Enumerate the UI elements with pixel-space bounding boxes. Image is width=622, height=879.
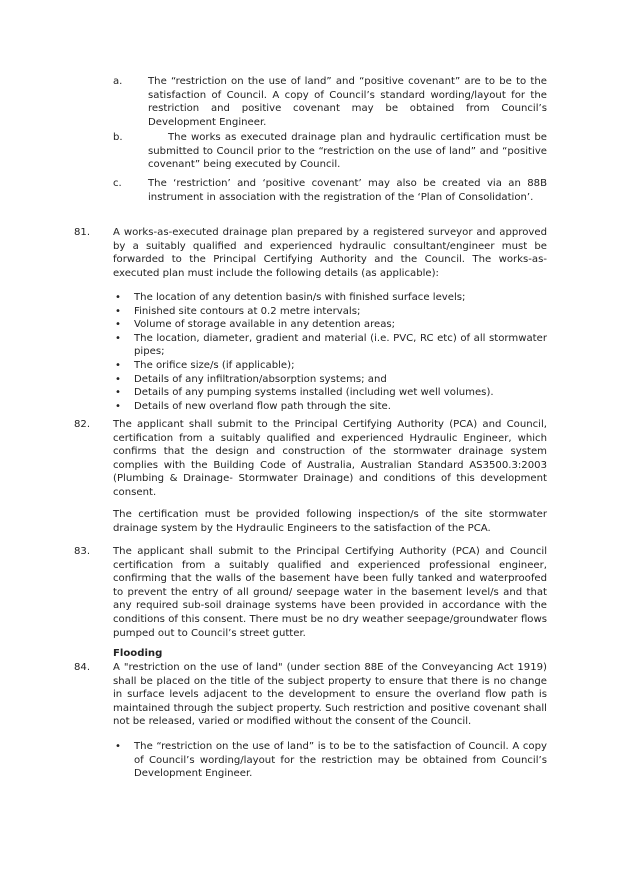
list-item: • The “restriction on the use of land” is to be to the satisfaction of Council. A copy of Council’s wording/layout for the restriction may be obtained from Council’s Development Engineer. (115, 741, 547, 780)
condition-82-text: The applicant shall submit to the Principal Certifying Authority (PCA) and Council, certification from a suitably qualified and experienced Hydraulic Engineer, which confirms that the design and construction of the stormwater drainage system complies with the Building Code of Australia, Australian Standard AS3500.3:2003 (Plumbing & Drainage- Stormwater Drainage) and conditions of this development consent. (113, 419, 547, 498)
bullet-icon: • (115, 319, 121, 331)
list-item: • Details of any infiltration/absorption systems; and (115, 373, 387, 385)
bullet-icon: • (115, 387, 121, 399)
condition-84-number: 84. (74, 662, 91, 673)
condition-81-text: A works-as-executed drainage plan prepared by a registered surveyor and approved by a suitably qualified and experienced hydraulic consultant/engineer must be forwarded to the Principal Certifying Authority and the Council. The works-as-executed plan must include the following details (as applicable): (113, 227, 547, 279)
subitem-text-a: The “restriction on the use of land” and “positive covenant” are to be to the satisfaction of Council. A copy of Council’s standard wording/layout for the restriction and positive covenant may be obtained from Council’s Development Engineer. (148, 76, 547, 128)
bullet-icon: • (115, 359, 121, 371)
section-heading-flooding: Flooding (113, 648, 163, 659)
bullet-icon: • (115, 332, 121, 344)
list-item: • The location of any detention basin/s with finished surface levels; (115, 292, 466, 303)
list-item: • Finished site contours at 0.2 metre intervals; (115, 305, 361, 317)
bullet-icon: • (115, 292, 121, 303)
condition-81-bullet-list (113, 291, 547, 413)
list-item: • Volume of storage available in any detention areas; (115, 319, 396, 331)
condition-82-text-2: The certification must be provided following inspection/s of the site stormwater drainage system by the Hydraulic Engineers to the satisfaction of the PCA. (113, 509, 547, 534)
subitem-letter-a: a. (113, 76, 123, 87)
list-item: • Details of new overland flow path through the site. (115, 400, 391, 412)
bullet-icon: • (115, 373, 121, 385)
condition-83-number: 83. (74, 546, 91, 557)
condition-84-text: A "restriction on the use of land" (under section 88E of the Conveyancing Act 1919) shall be placed on the title of the subject property to ensure that there is no change in surface levels adjacent to the development to ensure the overland flow path is maintained through the subject property. Such restriction and positive covenant shall not be released, varied or modified without the consent of the Council. (113, 662, 547, 728)
bullet-icon: • (115, 741, 121, 752)
condition-84-bullet-list (113, 740, 547, 781)
subitem-letter-c: c. (113, 178, 122, 189)
condition-83-text: The applicant shall submit to the Principal Certifying Authority (PCA) and Council certification from a suitably qualified and experienced professional engineer, confirming that the walls of the basement have been fully tanked and waterproofed to prevent the entry of all ground/ seepage water in the basement level/s and that any required sub-soil drainage systems have been provided in accordance with the conditions of this consent. There must be no dry weather seepage/groundwater flows pumped out to Council’s street gutter. (113, 546, 547, 639)
bullet-icon: • (115, 400, 121, 412)
list-item: • The location, diameter, gradient and material (i.e. PVC, RC etc) of all stormwater pipes; (115, 332, 547, 358)
subitem-letter-b: b. (113, 132, 123, 143)
condition-82-number: 82. (74, 419, 91, 430)
bullet-icon: • (115, 305, 121, 317)
subitem-text-c: The ‘restriction’ and ‘positive covenant’ may also be created via an 88B instrument in association with the registration of the ‘Plan of Consolidation’. (148, 178, 547, 203)
list-item: • Details of any pumping systems installed (including wet well volumes). (115, 387, 494, 399)
subitem-text-b: The works as executed drainage plan and hydraulic certification must be submitted to Council prior to the “restriction on the use of land” and “positive covenant” being executed by Council. (148, 132, 547, 171)
condition-81-number: 81. (74, 227, 91, 238)
list-item: • The orifice size/s (if applicable); (115, 359, 295, 371)
